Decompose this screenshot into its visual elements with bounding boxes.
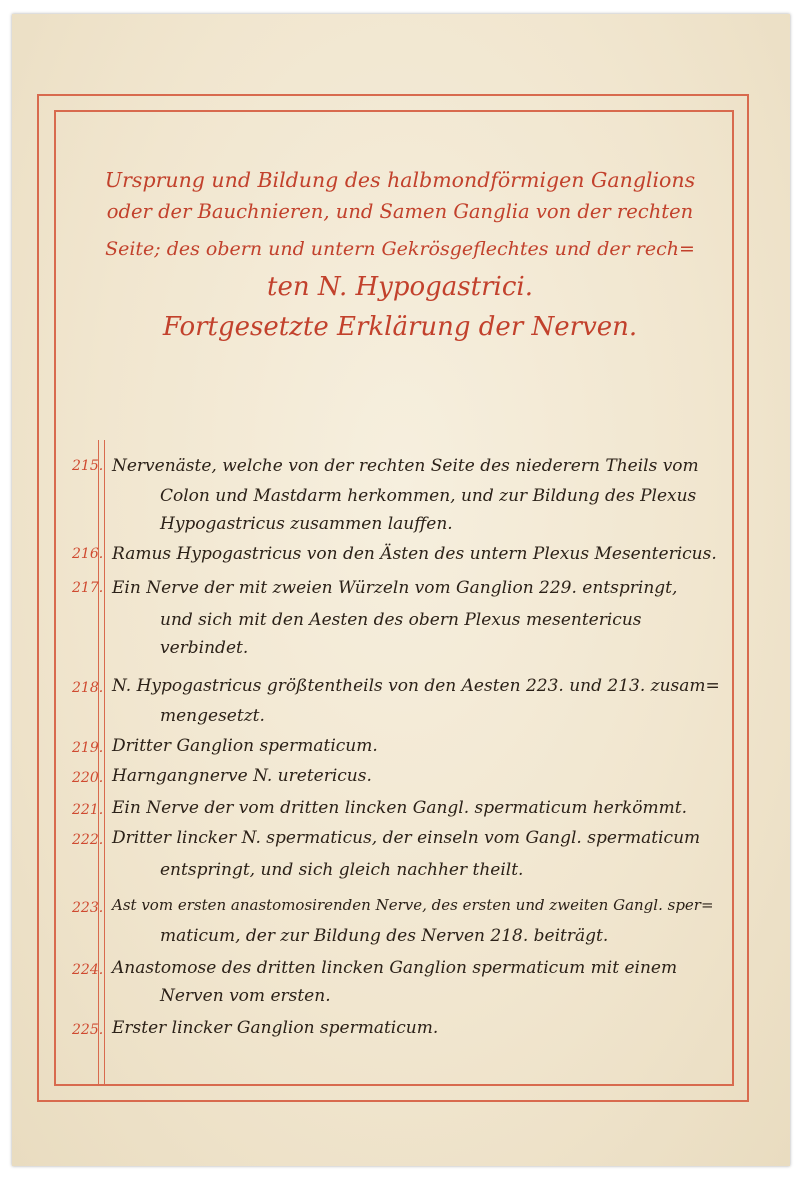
- entry-number: 225.: [72, 1022, 104, 1038]
- entry-line: Dritter Ganglion spermaticum.: [112, 736, 378, 756]
- title-line-1: Ursprung und Bildung des halbmondförmigen Ganglions: [104, 168, 696, 192]
- entry-line: Hypogastricus zusammen lauffen.: [160, 514, 453, 534]
- entry-number: 224.: [72, 962, 104, 978]
- entry-line: Erster lincker Ganglion spermaticum.: [112, 1018, 439, 1038]
- entry-number: 219.: [72, 740, 104, 756]
- entry-number: 221.: [72, 802, 104, 818]
- entry-number: 223.: [72, 900, 104, 916]
- entry-line: N. Hypogastricus größtentheils von den Aesten 223. und 213. zusam=: [112, 676, 720, 696]
- entry-number: 217.: [72, 580, 104, 596]
- entry-line: Ein Nerve der mit zweien Würzeln vom Ganglion 229. entspringt,: [112, 578, 678, 598]
- entry-line: maticum, der zur Bildung des Nerven 218. beiträgt.: [160, 926, 609, 946]
- entry-line: Nerven vom ersten.: [160, 986, 331, 1006]
- entry-line: mengesetzt.: [160, 706, 265, 726]
- entry-line: Ein Nerve der vom dritten lincken Gangl. spermaticum herkömmt.: [112, 798, 687, 818]
- title-line-3: Seite; des obern und untern Gekrösgeflechtes und der rech=: [105, 238, 695, 260]
- margin-rule-right: [104, 440, 105, 1086]
- margin-rule-left: [98, 440, 99, 1086]
- title-line-2: oder der Bauchnieren, und Samen Ganglia von der rechten: [106, 200, 694, 223]
- entry-number: 220.: [72, 770, 104, 786]
- entry-line: Anastomose des dritten lincken Ganglion spermaticum mit einem: [112, 958, 678, 978]
- entry-number: 222.: [72, 832, 104, 848]
- entry-line: entspringt, und sich gleich nachher theilt.: [160, 860, 524, 880]
- entry-line: Colon und Mastdarm herkommen, und zur Bildung des Plexus: [160, 486, 697, 506]
- entry-number: 218.: [72, 680, 104, 696]
- entry-line: verbindet.: [160, 638, 249, 658]
- title-line-4: ten N. Hypogastrici.: [267, 272, 533, 302]
- entry-line: Dritter lincker N. spermaticus, der einseln vom Gangl. spermaticum: [112, 828, 701, 848]
- entry-line: Harngangnerve N. uretericus.: [112, 766, 372, 786]
- entry-line: Ramus Hypogastricus von den Ästen des untern Plexus Mesentericus.: [112, 544, 717, 564]
- entry-line: Ast vom ersten anastomosirenden Nerve, des ersten und zweiten Gangl. sper=: [112, 896, 714, 914]
- entry-number: 215.: [72, 458, 104, 474]
- section-heading: Fortgesetzte Erklärung der Nerven.: [162, 312, 638, 342]
- entry-line: Nervenäste, welche von der rechten Seite des niederern Theils vom: [112, 456, 699, 476]
- entry-number: 216.: [72, 546, 104, 562]
- entry-line: und sich mit den Aesten des obern Plexus mesentericus: [160, 610, 642, 630]
